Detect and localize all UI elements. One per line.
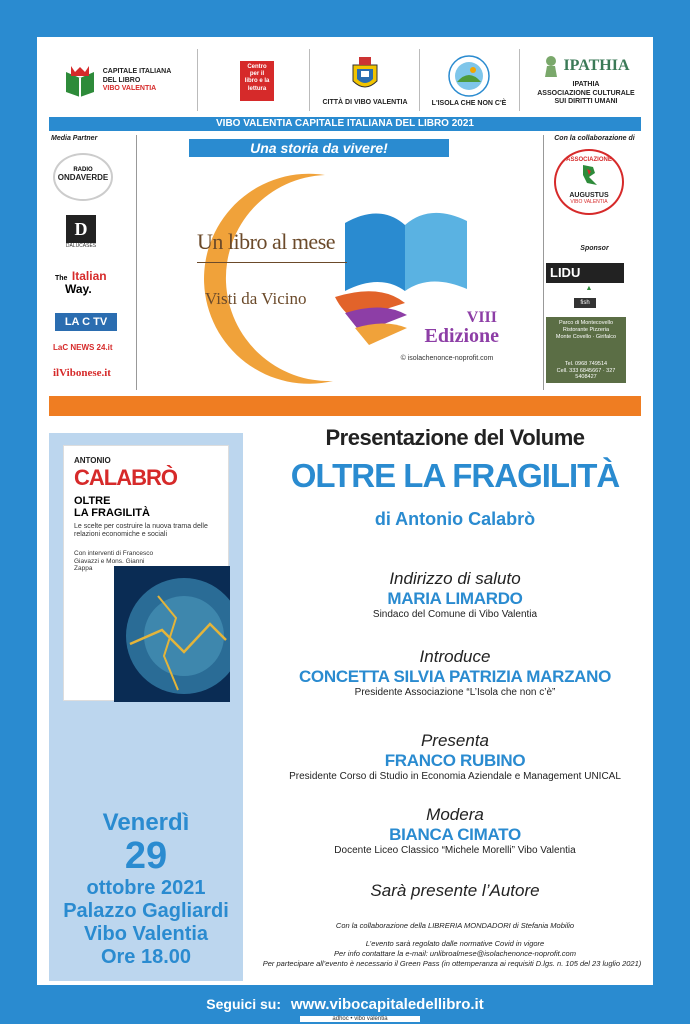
author-present: Sarà presente l’Autore — [370, 881, 540, 900]
role-modera: Modera BIANCA CIMATO Docente Liceo Classico “Michele Morelli” Vibo Valentia — [334, 805, 576, 856]
fish-logo: fish — [574, 298, 596, 308]
ipathia-line1: IPATHIA — [572, 81, 600, 89]
parco-montecovello-ad: Parco di Montecovello Ristorante Pizzeria Monte Covello · Girifalco Tel. 0968 749514 Cell. 333 6845667 · 327 5408427 — [546, 317, 626, 383]
citta-label: CITTÀ DI VIBO VALENTIA — [322, 98, 408, 106]
footer-label: Seguici su: — [206, 996, 281, 1012]
ipathia-logo — [521, 45, 651, 117]
ipathia-line2: ASSOCIAZIONE CULTURALE — [537, 89, 635, 97]
logo-line1: Un libro al mese — [197, 229, 336, 254]
calabria-map-icon — [575, 163, 603, 187]
volume-title: OLTRE LA FRAGILITÀ — [290, 457, 620, 494]
radio-ondaverde-logo: RADIO ONDAVERDE — [53, 153, 113, 201]
vibonese-logo: ilVibonese.it — [53, 367, 111, 379]
book-cover: ANTONIO CALABRÒ OLTRE LA FRAGILITÀ Le scelte per costruire la nuova trama delle relazioni economiche e sociali Con interventi di Francesco Giavazzi e Mons. Gianni Zappa — [63, 445, 229, 701]
sponsor-small-logo: ▲ — [585, 285, 593, 292]
island-icon — [447, 54, 491, 98]
capitale-line3: VIBO VALENTIA — [102, 85, 157, 93]
centro-libro-logo — [205, 45, 309, 117]
citta-logo — [311, 45, 419, 117]
event-time: Ore 18.00 — [100, 946, 192, 968]
role-presenta: Presenta FRANCO RUBINO Presidente Corso di Studio in Economia Aziendale e Management UNICAL — [289, 731, 621, 782]
kintsugi-bowl-image — [114, 566, 230, 702]
role-saluto: Indirizzo di saluto MARIA LIMARDO Sindaco del Comune di Vibo Valentia — [372, 569, 538, 620]
media-partner-title: Media Partner — [51, 135, 98, 142]
open-book-icon — [63, 64, 97, 98]
capitale-line1: CAPITALE ITALIANA — [102, 68, 172, 76]
edition-word: Edizione — [424, 325, 499, 347]
logo-divider — [197, 262, 347, 263]
info-line-2: Per info contattare la e-mail: unlibroalmese@isolachenonce-noprofit.com — [334, 949, 576, 958]
logo-line2: Visti da Vicino — [205, 289, 307, 308]
ipathia-name: IPATHIA — [563, 57, 630, 75]
edition-number: VIII — [466, 309, 497, 326]
lac-tv-logo: LA C TV — [55, 313, 117, 331]
collab-libreria: Con la collaborazione della LIBRERIA MONDADORI di Stefania Mobilio — [335, 921, 575, 930]
presentazione-heading: Presentazione del Volume — [325, 425, 585, 450]
italian-way-logo: The Italian Way. — [55, 269, 107, 296]
isola-website: © isolachenonce-noprofit.com — [400, 355, 494, 362]
capitale-banner: VIBO VALENTIA CAPITALE ITALIANA DEL LIBRO 2021 — [49, 117, 641, 131]
event-date-num: 29 — [124, 835, 168, 877]
event-place1: Palazzo Gagliardi — [63, 900, 229, 922]
augustus-logo: ASSOCIAZIONE AUGUSTUS VIBO VALENTIA — [554, 149, 624, 215]
capitale-line2: DEL LIBRO — [102, 76, 141, 84]
capitale-logo — [47, 45, 187, 117]
right-sponsor-column — [543, 135, 645, 390]
volume-author: di Antonio Calabrò — [374, 509, 536, 529]
city-crest-icon — [348, 55, 382, 95]
info-line-1: L’evento sarà regolato dalle normative Covid in vigore — [365, 939, 545, 948]
footer-url[interactable]: www.vibocapitaledellibro.it — [290, 996, 484, 1013]
event-day: Venerdì — [102, 809, 190, 836]
statue-icon — [542, 55, 560, 77]
event-month: ottobre 2021 — [86, 877, 206, 899]
tagline: Una storia da vivere! — [189, 139, 449, 157]
orange-divider-bar — [49, 396, 641, 416]
event-place2: Vibo Valentia — [83, 923, 209, 945]
credit-line: adhoc • vibo valentia — [300, 1016, 420, 1022]
media-partner-column — [49, 135, 137, 390]
role-introduce: Introduce CONCETTA SILVIA PATRIZIA MARZANO Presidente Associazione “L’Isola che non c’è” — [298, 647, 612, 698]
sponsor-title: Sponsor — [580, 245, 609, 252]
event-panel — [49, 433, 243, 981]
centro-text: Centro per il libro e la lettura — [240, 61, 274, 101]
isola-label: L'ISOLA CHE NON C'È — [431, 99, 507, 107]
footer — [0, 996, 690, 1013]
info-line-3: Per partecipare all’evento è necessario il Green Pass (in ottemperanza ai requisiti D.lgs. n. 105 del 23 luglio 2021) — [262, 959, 642, 968]
ipathia-line3: SUI DIRITTI UMANI — [554, 98, 618, 106]
event-details — [49, 809, 243, 969]
isola-logo — [421, 45, 517, 117]
poster-body — [37, 37, 653, 985]
lidu-logo: LIDU — [546, 263, 624, 283]
collab-title: Con la collaborazione di — [554, 135, 635, 142]
dalucases-logo: D DALUCASES — [63, 215, 99, 255]
lac-news24-logo: LaC NEWS 24.it — [53, 343, 113, 352]
